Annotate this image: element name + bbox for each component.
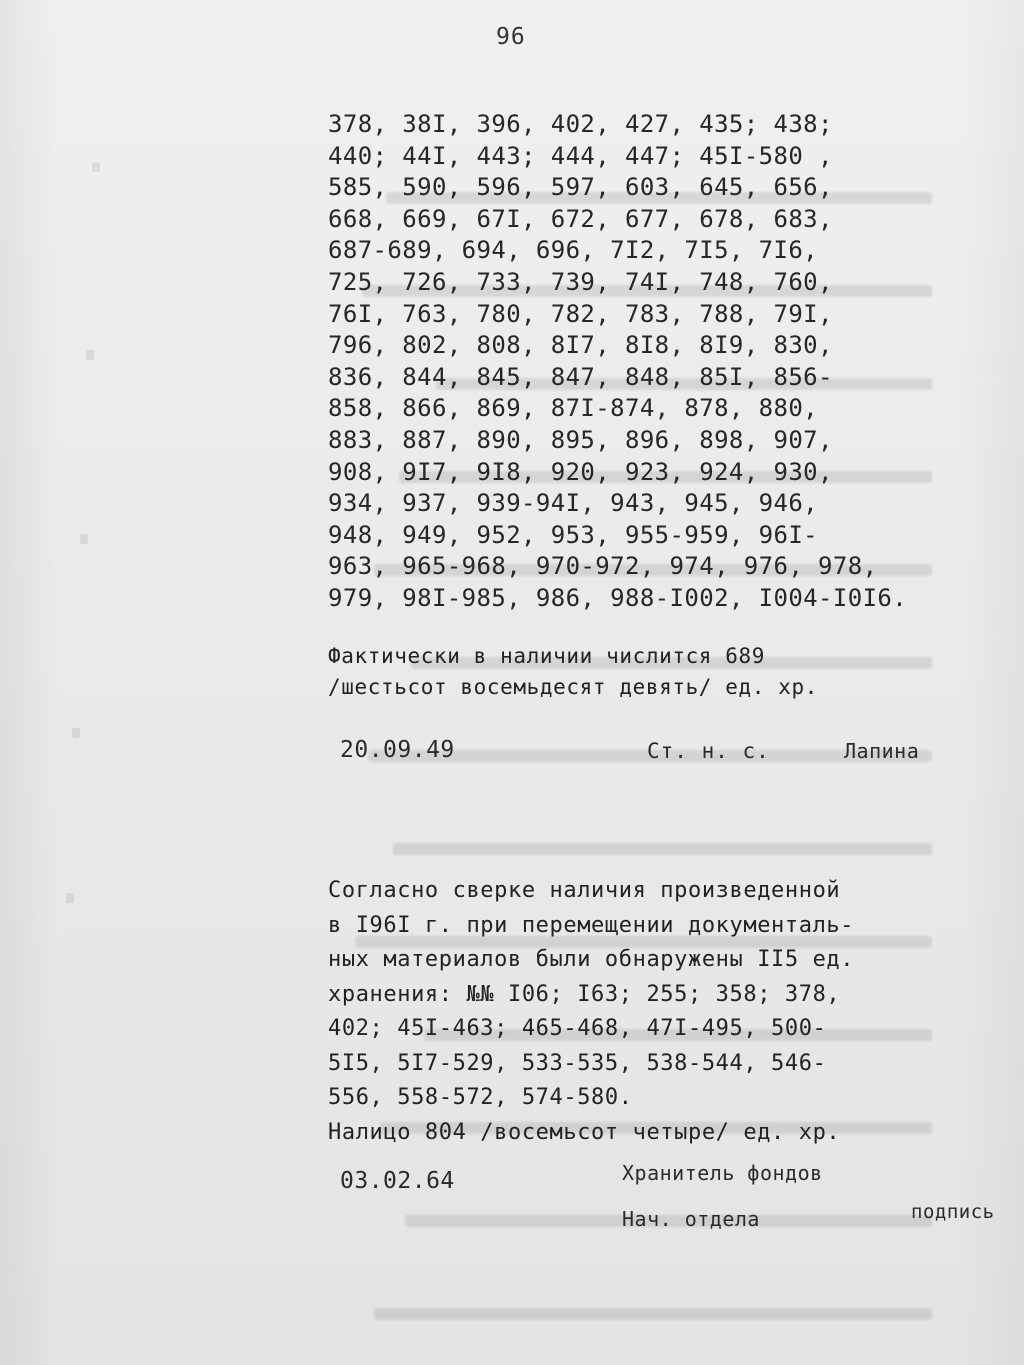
count-line: Фактически в наличии числится 689 xyxy=(328,644,766,668)
signature-2-role-head: Нач. отдела xyxy=(622,1207,760,1231)
inventory-numbers-line: 76I, 763, 780, 782, 783, 788, 79I, xyxy=(328,299,833,328)
page-number: 96 xyxy=(496,24,526,50)
recheck-line: ных материалов были обнаружены II5 ед. xyxy=(328,947,855,972)
margin-mark xyxy=(66,893,74,903)
inventory-numbers-line: 948, 949, 952, 953, 955-959, 96I- xyxy=(328,520,819,549)
recheck-total-line: Налицо 804 /восемьсот четыре/ ед. хр. xyxy=(328,1119,841,1145)
inventory-numbers-line: 440; 44I, 443; 444, 447; 45I-580 , xyxy=(328,141,833,170)
inventory-numbers-line: 796, 802, 808, 8I7, 8I8, 8I9, 830, xyxy=(328,331,833,360)
signature-2-signature: подпись xyxy=(911,1201,995,1223)
recheck-line: 5I5, 5I7-529, 533-535, 538-544, 546- xyxy=(328,1050,827,1076)
margin-mark xyxy=(86,350,94,360)
inventory-numbers-line: 585, 590, 596, 597, 603, 645, 656, xyxy=(328,173,833,202)
signature-1-name: Лапина xyxy=(844,739,920,763)
inventory-numbers-line: 725, 726, 733, 739, 74I, 748, 760, xyxy=(328,267,833,296)
recheck-line: хранения: №№ I06; I63; 255; 358; 378, xyxy=(328,981,841,1007)
inventory-numbers-line: 836, 844, 845, 847, 848, 85I, 856- xyxy=(328,362,833,391)
inventory-numbers-line: 668, 669, 67I, 672, 677, 678, 683, xyxy=(328,204,833,233)
margin-mark xyxy=(72,728,80,738)
margin-mark xyxy=(80,534,88,544)
inventory-numbers-line: 963, 965-968, 970-972, 974, 976, 978, xyxy=(328,552,878,581)
recheck-line: 402; 45I-463; 465-468, 47I-495, 500- xyxy=(328,1016,827,1041)
count-line: /шестьсот восемьдесят девять/ ед. хр. xyxy=(328,675,818,699)
signature-1-date: 20.09.49 xyxy=(340,737,455,763)
margin-mark xyxy=(92,162,100,172)
recheck-line: Согласно сверке наличия произведенной xyxy=(328,878,841,903)
recheck-line: в I96I г. при перемещении документаль- xyxy=(328,912,855,938)
signature-2-role-keeper: Хранитель фондов xyxy=(622,1161,823,1185)
inventory-numbers-line: 858, 866, 869, 87I-874, 878, 880, xyxy=(328,394,819,423)
actual-count-statement xyxy=(328,641,818,703)
inventory-number-list xyxy=(328,109,908,615)
recheck-statement xyxy=(328,874,854,1150)
signature-1-position: Ст. н. с. xyxy=(647,739,770,763)
recheck-line: 556, 558-572, 574-580. xyxy=(328,1085,633,1110)
inventory-numbers-line: 378, 38I, 396, 402, 427, 435; 438; xyxy=(328,110,833,138)
inventory-numbers-line: 908, 9I7, 9I8, 920, 923, 924, 930, xyxy=(328,457,833,486)
inventory-numbers-line: 979, 98I-985, 986, 988-I002, I004-I0I6. xyxy=(328,583,908,612)
inventory-numbers-line: 687-689, 694, 696, 7I2, 7I5, 7I6, xyxy=(328,236,819,265)
inventory-numbers-line: 934, 937, 939-94I, 943, 945, 946, xyxy=(328,489,819,518)
signature-2-date: 03.02.64 xyxy=(340,1168,455,1194)
inventory-numbers-line: 883, 887, 890, 895, 896, 898, 907, xyxy=(328,425,833,454)
